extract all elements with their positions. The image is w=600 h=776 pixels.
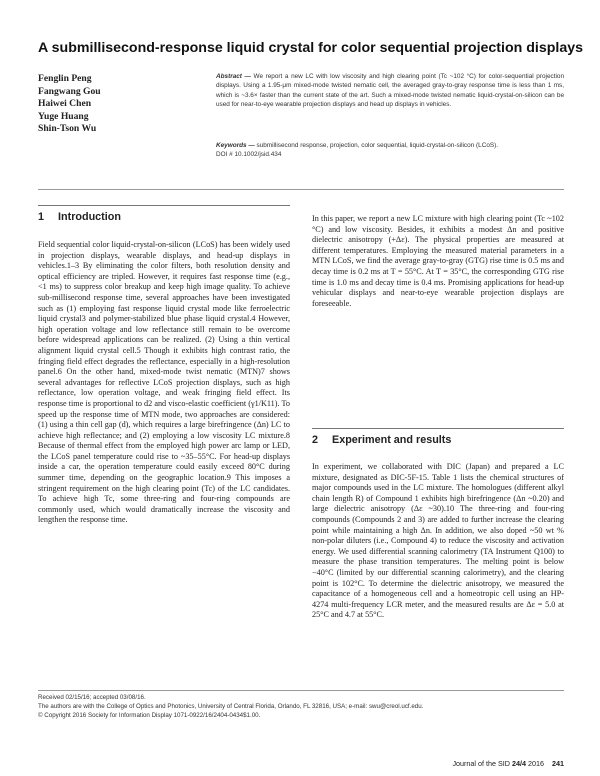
author-name: Yuge Huang xyxy=(38,110,89,122)
doi: DOI # 10.1002/jsid.434 xyxy=(216,151,282,159)
page-number: 241 xyxy=(552,759,564,768)
author-list xyxy=(38,73,188,136)
journal-footer xyxy=(452,759,564,768)
abstract-text: We report a new LC with low viscosity and high clearing point (Tc ~102 °C) for color-sequential projection displays. Using a 1.95-μm mixed-mode twisted nematic cell, the averaged gray-to-gray response time is less than 1 ms, which is ~3.6× faster than the current state of the art. Such a mixed-mode twisted nematic liquid-crystal-on-silicon can be used for near-to-eye wearable projection displays and head up displays in vehicles. xyxy=(216,73,564,109)
section-number: 1 xyxy=(38,211,45,223)
footnote xyxy=(38,690,564,720)
keywords-text: submillisecond response, projection, color sequential, liquid-crystal-on-silicon (LCoS). xyxy=(256,142,499,149)
copyright: © Copyright 2016 Society for Information Display 1071-0922/16/2404-0434$1.00. xyxy=(38,712,261,719)
received-date: Received 02/15/16; accepted 03/08/16. xyxy=(38,694,146,701)
journal-volume: 24/4 xyxy=(512,759,526,768)
journal-name: Journal of the SID xyxy=(452,759,510,768)
author-name: Fangwang Gou xyxy=(38,85,101,97)
author-name: Fenglin Peng xyxy=(38,73,92,84)
author-name: Haiwei Chen xyxy=(38,98,92,110)
journal-year: 2016 xyxy=(528,759,544,768)
author-name: Shin-Tson Wu xyxy=(38,123,97,135)
introduction-body: Field sequential color liquid-crystal-on-silicon (LCoS) has been widely used in projection displays, wearable displays, and head-up displays in vehicles.1–3 By eliminating the color filters, both resolution density and optical efficiency are tripled. However, it requires fast response time (e.g., <1 ms) to suppress color breakup and keep high image quality. To achieve sub-millisecond response time, several approaches have been investigated such as (1) employing fast response liquid crystal mode like ferroelectric liquid crystal3 and polymer-stabilized blue phase liquid crystal.4 However, high operation voltage and low reflectance still remain to be overcome before widespread applications can be realized. (2) Using a thin vertical alignment liquid crystal cell.5 Though it exhibits high contrast ratio, the fringing field effect degrades the reflectance, especially in a high-resolution panel.6 On the other hand, mixed-mode twist nematic (MTN)7 shows several advantages for reflective LCoS projection displays, such as high reflectance, low operation voltage, and weak fringing field effect. Its response time is proportional to d2 and visco-elastic coefficient (γ1/K11). To speed up the response time of MTN mode, two approaches are considered: (1) using a thin cell gap (d), which requires a large birefringence (Δn) LC to achieve high reflectance; and (2) employing a low viscosity LC mixture.8 Because of thermal effect from the employed high power arc lamp or LED, the LCoS panel temperature could rise to ~35–55°C. For head-up displays inside a car, the operation temperature could easily exceed 80°C during summer time, depending on the geographic location.9 This imposes a stringent requirement on the high clearing point (Tc) of the LC candidates. To achieve high Tc, some three-ring and four-ring compounds are commonly used, which would dramatically increase the viscosity and lengthen the response time. xyxy=(38,240,290,525)
section-title: Introduction xyxy=(58,211,121,223)
author-affiliation: The authors are with the College of Optics and Photonics, University of Central Florida, Orlando, FL 32816, USA; e-mail: swu@creol.ucf.edu. xyxy=(38,703,424,710)
introduction-body-continued: In this paper, we report a new LC mixture with high clearing point (Tc ~102 °C) and low viscosity. Besides, it exhibits a modest Δn and positive dielectric anisotropy (+Δε). The physical properties are measured at different temperatures. Employing the measured material parameters in a MTN LCoS, we find the average gray-to-gray (GTG) rise time is 0.5 ms and decay time is 0.2 ms at T = 55°C. At T = 35°C, the corresponding GTG rise time is 1.0 ms and decay time is 0.4 ms. Promising applications for head-up vehicular displays and near-to-eye wearable projection displays are foreseeable. xyxy=(312,214,564,308)
section-heading-experiment xyxy=(312,428,564,451)
section-title: Experiment and results xyxy=(332,434,452,446)
section-heading-introduction xyxy=(38,205,290,228)
abstract-heading: Abstract — xyxy=(216,73,251,80)
keywords-heading: Keywords — xyxy=(216,142,255,149)
experiment-body: In experiment, we collaborated with DIC (Japan) and prepared a LC mixture, designated as DIC-5F-15. Table 1 lists the chemical structures of major compounds used in the LC mixture. The homologues (different alkyl chain length R) of Compound 1 exhibits high birefringence (Δn ~0.20) and large dielectric anisotropy (Δε ~30).10 The three-ring and four-ring compounds (Compounds 2 and 3) are added to further increase the clearing point while maintaining a high Δn. In addition, we also doped ~50 wt % non-polar diluters (i.e., Compound 4) to reduce the viscosity and activation energy. We used differential scanning calorimetry (TA Instrument Q100) to measure the phase transition temperatures. The melting point is below −40°C (limited by our differential scanning calorimetry), and the clearing point is 102°C. To determine the dielectric anisotropy, we measured the capacitance of a homogeneous cell and a homeotropic cell using an HP-4274 multi-frequency LCR meter, and the measured results are Δε = 5.0 at 25°C and 4.7 at 55°C. xyxy=(312,462,564,620)
paper-title: A submillisecond-response liquid crystal for color sequential projection displays xyxy=(38,40,584,56)
header-divider xyxy=(38,189,564,190)
section-number: 2 xyxy=(312,434,319,446)
abstract xyxy=(216,72,564,110)
keywords xyxy=(216,141,564,160)
